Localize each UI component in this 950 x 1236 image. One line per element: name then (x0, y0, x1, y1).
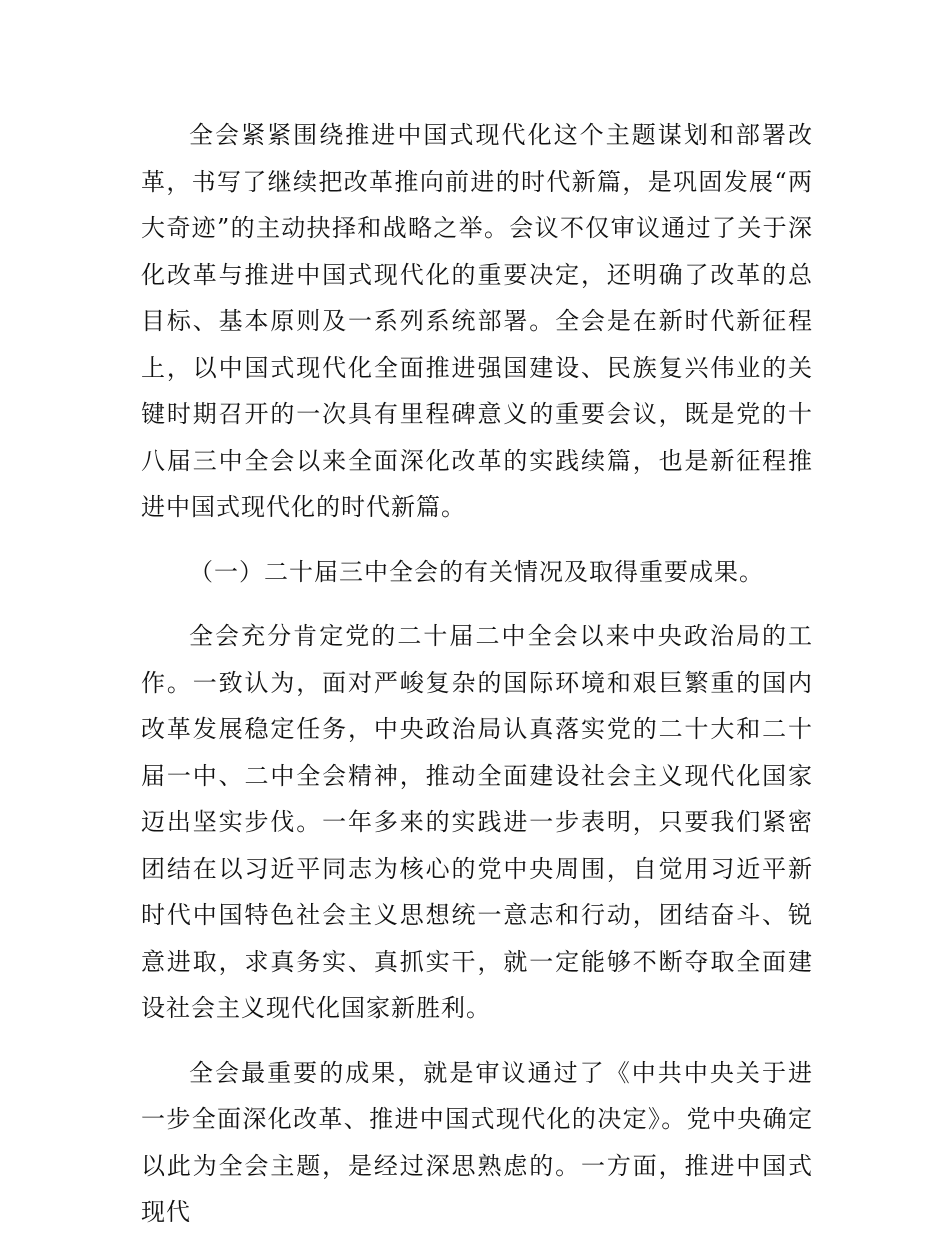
paragraph-intro: 全会紧紧围绕推进中国式现代化这个主题谋划和部署改革，书写了继续把改革推向前进的时代新篇，是巩固发展“两大奇迹”的主动抉择和战略之举。会议不仅审议通过了关于深化改革与推进中国式现代化的重要决定，还明确了改革的总目标、基本原则及一系列系统部署。全会是在新时代新征程上，以中国式现代化全面推进强国建设、民族复兴伟业的关键时期召开的一次具有里程碑意义的重要会议，既是党的十八届三中全会以来全面深化改革的实践续篇，也是新征程推进中国式现代化的时代新篇。 (141, 121, 813, 521)
document-body (141, 112, 813, 1236)
paragraph-key-achievement: 全会最重要的成果，就是审议通过了《中共中央关于进一步全面深化改革、推进中国式现代化的决定》。党中央确定以此为全会主题，是经过深思熟虑的。一方面，推进中国式现代 (141, 1058, 813, 1226)
paragraph-plenary-work: 全会充分肯定党的二十届二中全会以来中央政治局的工作。一致认为，面对严峻复杂的国际环境和艰巨繁重的国内改革发展稳定任务，中央政治局认真落实党的二十大和二十届一中、二中全会精神，推动全面建设社会主义现代化国家迈出坚实步伐。一年多来的实践进一步表明，只要我们紧密团结在以习近平同志为核心的党中央周围，自觉用习近平新时代中国特色社会主义思想统一意志和行动，团结奋斗、锐意进取，求真务实、真抓实干，就一定能够不断夺取全面建设社会主义现代化国家新胜利。 (141, 622, 813, 1022)
section-heading-1: （一）二十届三中全会的有关情况及取得重要成果。 (189, 557, 764, 586)
